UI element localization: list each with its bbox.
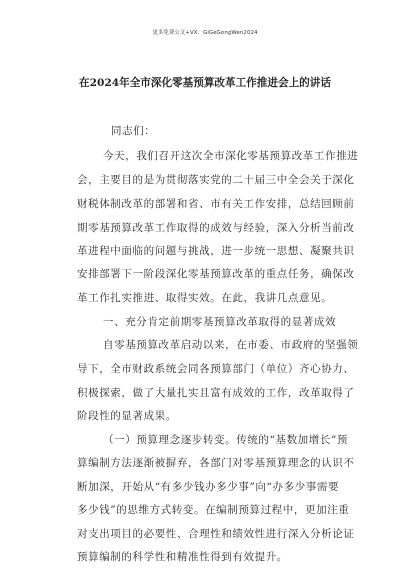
section-heading: 一、充分肯定前期零基预算改革取得的显著成效 bbox=[103, 316, 337, 328]
paragraph-line: 积极探索，做了大量扎实且富有成效的工作，改革取得了 bbox=[77, 387, 355, 399]
paragraph-line: 期零基预算改革工作取得的成效与经验，深入分析当前改 bbox=[77, 222, 355, 234]
paragraph-line: 自零基预算改革启动以来，在市委、市政府的坚强领 bbox=[103, 339, 359, 351]
paragraph-line: 断加深，开始从“有多少钱办多少事”向“办多少事需要 bbox=[77, 481, 340, 493]
paragraph-line: 革工作扎实推进、取得实效。在此，我讲几点意见。 bbox=[77, 292, 333, 304]
header-note: 更多免费公文+VX：GiGeGongWen2024 bbox=[152, 30, 258, 36]
paragraph-line: 预算编制的科学性和精准性得到有效提升。 bbox=[77, 551, 288, 563]
paragraph-line: （一）预算理念逐步转变。传统的“基数加增长”预 bbox=[103, 434, 349, 446]
paragraph-line: 阶段性的显著成果。 bbox=[77, 410, 177, 422]
paragraph-line: 算编制方法逐渐被摒弃，各部门对零基预算理念的认识不 bbox=[77, 457, 355, 469]
paragraph-line: 安排部署下一阶段深化零基预算改革的重点任务，确保改 bbox=[77, 268, 355, 280]
paragraph-line: 对支出项目的必要性、合理性和绩效性进行深入分析论证 bbox=[77, 528, 355, 540]
salutation: 同志们： bbox=[111, 125, 156, 137]
paragraph-line: 多少钱”的思维方式转变。在编制预算过程中，更加注重 bbox=[77, 504, 350, 516]
paragraph-line: 会，主要目的是为贯彻落实党的二十届三中全会关于深化 bbox=[77, 174, 355, 186]
paragraph-line: 导下，全市财政系统会同各预算部门（单位）齐心协力、 bbox=[77, 363, 355, 375]
paragraph-line: 今天，我们召开这次全市深化零基预算改革工作推进 bbox=[103, 150, 359, 162]
paragraph-line: 革进程中面临的问题与挑战，进一步统一思想、凝聚共识 bbox=[77, 245, 355, 257]
document-title: 在2024年全市深化零基预算改革工作推进会上的讲话 bbox=[79, 77, 331, 89]
paragraph-line: 财税体制改革的部署和省、市有关工作安排，总结回顾前 bbox=[77, 198, 355, 210]
